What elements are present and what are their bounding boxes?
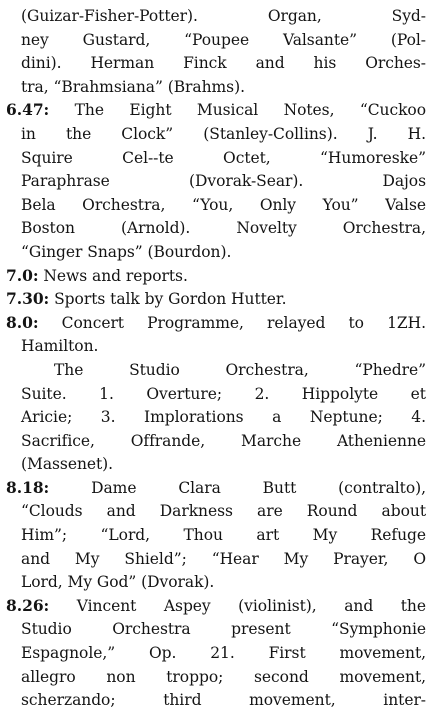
line-text: Vincent Aspey (violinist), and the xyxy=(49,596,426,615)
programme-line xyxy=(6,146,426,170)
programme-line xyxy=(6,122,426,146)
programme-line xyxy=(6,382,426,406)
line-text: Aricie; 3. Implorations a Neptune; 4. xyxy=(21,408,426,427)
programme-line xyxy=(6,547,426,571)
programme-line xyxy=(6,28,426,52)
line-text: ney Gustard, “Poupee Valsante” (Pol- xyxy=(21,30,426,49)
programme-line xyxy=(6,688,426,712)
line-text: (Massenet). xyxy=(21,455,114,474)
line-text: Espagnole,” Op. 21. First movement, xyxy=(21,644,426,663)
programme-line xyxy=(6,334,426,358)
programme-line xyxy=(6,665,426,689)
line-text: Dame Clara Butt (contralto), xyxy=(49,478,426,497)
programme-line xyxy=(6,617,426,641)
programme-line xyxy=(6,499,426,523)
line-text: Paraphrase (Dvorak-Sear). Dajos xyxy=(21,172,426,191)
programme-line xyxy=(6,264,426,288)
line-text: The Eight Musical Notes, “Cuckoo xyxy=(49,101,426,120)
programme-line xyxy=(6,98,426,122)
programme-line xyxy=(6,523,426,547)
line-text: allegro non troppo; second movement, xyxy=(21,667,426,686)
programme-line xyxy=(6,216,426,240)
line-text: Concert Programme, relayed to 1ZH. xyxy=(38,313,426,332)
programme-line xyxy=(6,641,426,665)
programme-line xyxy=(6,405,426,429)
programme-line xyxy=(6,358,426,382)
line-text: “Ginger Snaps” (Bourdon). xyxy=(21,242,232,261)
time-label: 7.30: xyxy=(6,289,50,309)
time-label: 8.26: xyxy=(6,595,50,615)
time-label: 6.47: xyxy=(6,100,50,120)
line-text: Squire Cel--te Octet, “Humoreske” xyxy=(21,148,426,167)
line-text: dini). Herman Finck and his Orches- xyxy=(21,54,426,73)
line-text: and My Shield”; “Hear My Prayer, O xyxy=(21,549,426,568)
programme-line xyxy=(6,51,426,75)
time-label: 7.0: xyxy=(6,265,39,285)
programme-line xyxy=(6,452,426,476)
time-label: 8.18: xyxy=(6,477,50,497)
line-text: Him”; “Lord, Thou art My Refuge xyxy=(21,526,426,545)
line-text: Bela Orchestra, “You, Only You” Valse xyxy=(21,195,426,214)
line-text: tra, “Brahmsiana” (Brahms). xyxy=(21,77,245,96)
programme-line xyxy=(6,169,426,193)
line-text: The Studio Orchestra, “Phedre” xyxy=(54,360,426,379)
programme-line xyxy=(6,287,426,311)
time-label: 8.0: xyxy=(6,312,39,332)
line-text: “Clouds and Darkness are Round about xyxy=(21,502,426,521)
programme-line xyxy=(6,311,426,335)
line-text: in the Clock” (Stanley-Collins). J. H. xyxy=(21,124,426,143)
line-text: (Guizar-Fisher-Potter). Organ, Syd- xyxy=(21,7,426,25)
line-text: Lord, My God” (Dvorak). xyxy=(21,573,215,592)
line-text: Sacrifice, Offrande, Marche Athenienne xyxy=(21,431,426,450)
programme-line xyxy=(6,4,426,28)
programme-line xyxy=(6,193,426,217)
programme-line xyxy=(6,476,426,500)
line-text: Studio Orchestra present “Symphonie xyxy=(21,620,426,639)
programme-line xyxy=(6,429,426,453)
line-text: Sports talk by Gordon Hutter. xyxy=(49,290,287,309)
programme-line xyxy=(6,75,426,99)
line-text: News and reports. xyxy=(38,266,188,285)
programme-line xyxy=(6,240,426,264)
line-text: Suite. 1. Overture; 2. Hippolyte et xyxy=(21,384,426,403)
programme-listing xyxy=(6,4,426,712)
programme-line xyxy=(6,594,426,618)
programme-line xyxy=(6,570,426,594)
line-text: scherzando; third movement, inter- xyxy=(21,691,426,710)
line-text: Hamilton. xyxy=(21,337,99,356)
line-text: Boston (Arnold). Novelty Orchestra, xyxy=(21,219,426,238)
